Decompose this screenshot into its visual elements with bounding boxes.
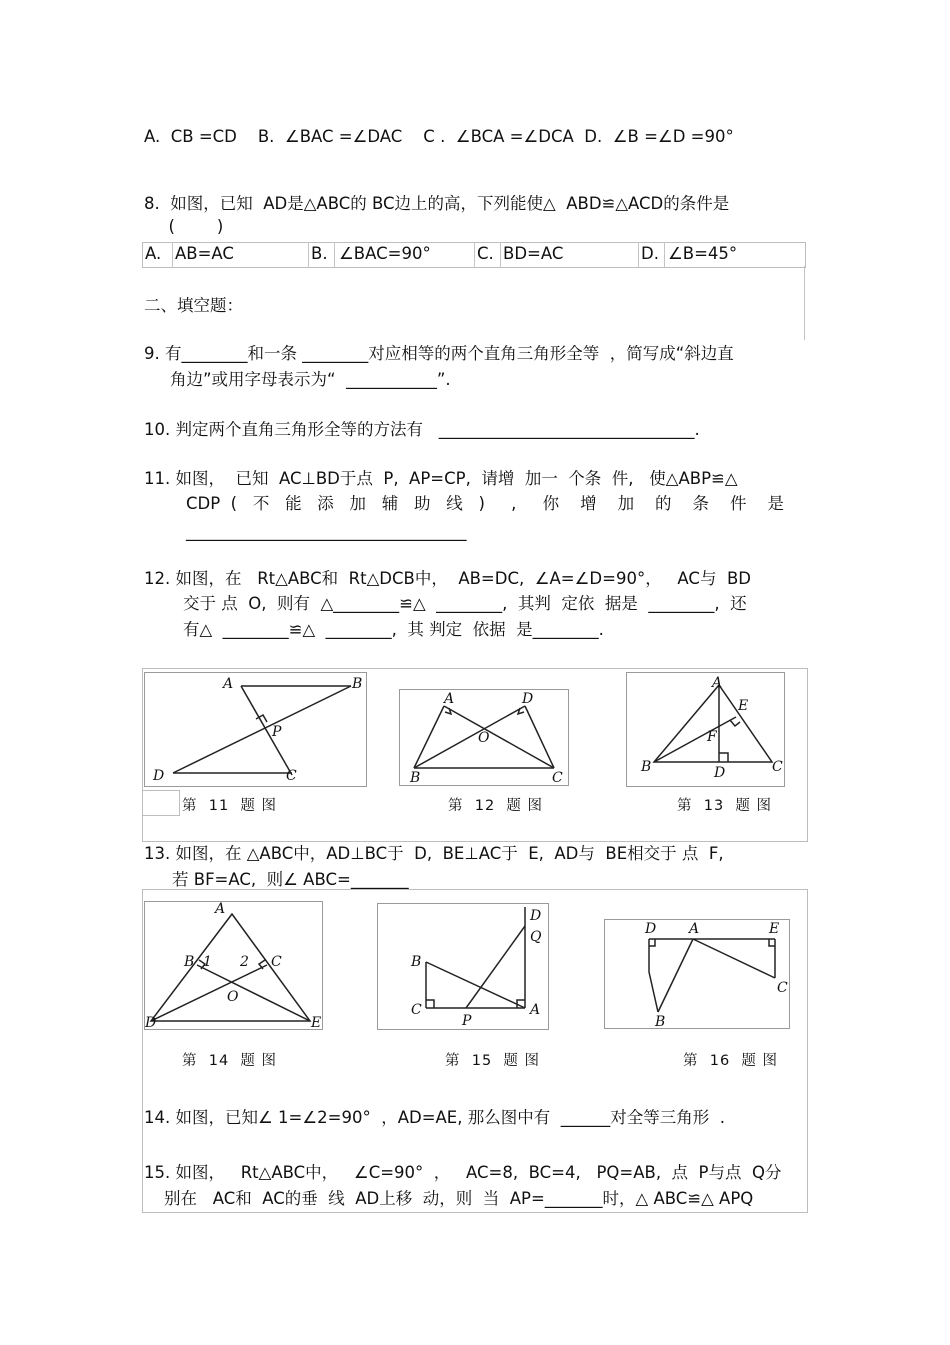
caption-box-11 <box>142 790 180 816</box>
fig11-label-b: B <box>352 676 363 692</box>
fig12-label-b: B <box>410 770 421 785</box>
fig12-label-c: C <box>552 770 563 785</box>
figure-14 <box>144 901 323 1030</box>
fig15-label-q: Q <box>530 929 542 945</box>
fig13-label-f: F <box>707 729 717 745</box>
fig11-label-d: D <box>153 768 165 784</box>
caption-figure-15: 第 15 题 图 <box>445 1053 540 1069</box>
q11-line2: CDP ( 不 能 添 加 辅 助 线 ) , 你 增 加 的 条 件 是 <box>186 494 784 513</box>
fig16-label-e: E <box>769 921 780 937</box>
fig15-label-c: C <box>411 1002 422 1018</box>
caption-figure-14: 第 14 题 图 <box>182 1053 277 1069</box>
q7-options: A. CB =CD B. ∠BAC =∠DAC C . ∠BCA =∠DCA D. ∠B =∠D =90° <box>144 127 734 146</box>
fig12-label-d: D <box>522 691 534 707</box>
q8-stem-line2: ( ) <box>158 217 224 236</box>
section-title: 二、填空题： <box>144 296 243 315</box>
q8-option-d-letter: D. <box>641 244 659 263</box>
q12-line2: 交于 点 O, 则有 △________≌△ ________, 其判 定依 据是 ________, 还 <box>183 594 747 613</box>
caption-figure-16: 第 16 题 图 <box>683 1053 778 1069</box>
fig16-label-a: A <box>689 921 700 937</box>
fig14-label-e: E <box>311 1015 322 1029</box>
fig13-label-d: D <box>714 765 726 781</box>
fig13-label-a: A <box>712 675 723 691</box>
figure-13 <box>626 672 785 787</box>
q12-line1: 12. 如图，在 Rt△ABC和 Rt△DCB中， AB=DC, ∠A=∠D=90°， AC与 BD <box>144 569 751 588</box>
fig12-label-o: O <box>478 730 490 746</box>
q12-line3: 有△ ________≌△ ________, 其 判定 依据 是________. <box>183 620 604 639</box>
figure-16 <box>604 919 790 1029</box>
fig15-label-p: P <box>462 1013 472 1029</box>
fig16-label-b: B <box>655 1014 666 1028</box>
figure-12 <box>399 689 569 786</box>
q13-line2: 若 BF=AC, 则∠ ABC=_______ <box>172 870 409 889</box>
q8-option-b: ∠BAC=90° <box>339 244 431 263</box>
fig14-label-o: O <box>227 989 239 1005</box>
caption-figure-12: 第 12 题 图 <box>448 798 543 814</box>
fig14-label-a: A <box>215 902 226 917</box>
fig13-label-e: E <box>738 698 749 714</box>
fig12-label-a: A <box>444 691 455 707</box>
q9-line1: 9. 有________和一条 ________对应相等的两个直角三角形全等 ，简写成“斜边直 <box>144 344 734 363</box>
q8-option-d: ∠B=45° <box>668 244 738 263</box>
q15-line2: 别在 AC和 AC的垂 线 AD上移 动，则 当 AP=_______时，△ ABC≌△ APQ <box>164 1189 754 1208</box>
fig14-label-2: 2 <box>240 954 249 970</box>
q8-option-c-letter: C. <box>477 244 494 263</box>
fig14-label-b: B <box>184 954 195 970</box>
q11-line1: 11. 如图， 已知 AC⊥BD于点 P, AP=CP, 请增 加一 个条 件, 使△ABP≌△ <box>144 469 738 488</box>
q8-option-a-letter: A. <box>145 244 162 263</box>
q10-line1: 10. 判定两个直角三角形全等的方法有 _______________________________. <box>144 420 700 439</box>
fig14-label-c: C <box>271 954 282 970</box>
q8-option-c: BD=AC <box>503 244 564 263</box>
fig13-label-b: B <box>641 759 652 775</box>
fig11-label-p: P <box>272 724 282 740</box>
fig11-label-a: A <box>223 676 234 692</box>
caption-figure-13: 第 13 题 图 <box>677 798 772 814</box>
fig14-label-1: 1 <box>203 954 212 970</box>
q14-line1: 14. 如图，已知∠ 1=∠2=90° ，AD=AE, 那么图中有 ______对全等三角形 . <box>144 1108 725 1127</box>
figure-15 <box>377 903 549 1030</box>
figure-11 <box>144 672 367 787</box>
fig15-label-a: A <box>530 1002 541 1018</box>
fig16-label-c: C <box>777 980 788 996</box>
q8-option-b-letter: B. <box>311 244 328 263</box>
q11-line3: __________________________________ <box>186 522 467 541</box>
q13-line1: 13. 如图，在 △ABC中，AD⊥BC于 D, BE⊥AC于 E, AD与 BE相交于 点 F, <box>144 844 724 863</box>
fig15-label-b: B <box>411 954 422 970</box>
fig13-label-c: C <box>772 759 783 775</box>
q8-option-a: AB=AC <box>175 244 234 263</box>
fig14-label-d: D <box>145 1015 157 1029</box>
fig15-label-d: D <box>530 908 542 924</box>
q15-line1: 15. 如图， Rt△ABC中， ∠C=90° ， AC=8, BC=4, PQ=AB, 点 P与点 Q分 <box>144 1163 782 1182</box>
q8-stem-line1: 8. 如图，已知 AD是△ABC的 BC边上的高，下列能使△ ABD≌△ACD的条件是 <box>144 194 730 213</box>
fig16-label-d: D <box>645 921 657 937</box>
fig11-label-c: C <box>286 768 297 784</box>
q9-line2: 角边”或用字母表示为“ ___________”. <box>170 370 451 389</box>
caption-figure-11: 第 11 题 图 <box>182 798 277 814</box>
